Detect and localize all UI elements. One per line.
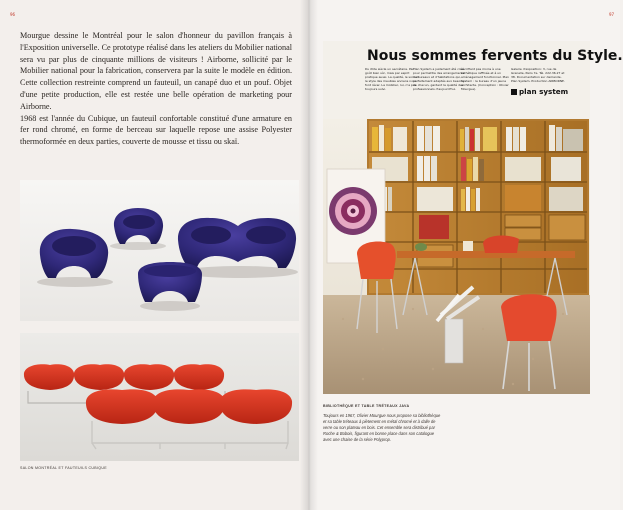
right-page xyxy=(309,0,623,510)
paragraph-1: Mourgue dessine le Montréal pour le salon d'honneur du pavillon français à l'Exposition universelle. Ce prototype réalisé dans les ateliers du Mobilier national sera vu par plus de cinquante millions de visiteurs ! Airborne, sollicité par le Mobilier national pour la fabrication, conservera par la suite le modèle en édition. Cette collection restreinte comprend un fauteuil, un canapé duo et un pouf. Objet d'une petite production, elle est restée une belle opération de marketing pour Airborne. xyxy=(20,31,292,111)
ad-column-4: Galerie d'exposition: 3, rue de Grenelle, Paris 7e. Tél. 222.36.27 et 38. Documentation sur demande. Plan System. Production AIRBORNE. xyxy=(511,67,565,84)
page-number-left: 96 xyxy=(10,12,16,17)
paragraph-2: 1968 est l'année du Cubique, un fauteuil confortable constitué d'une armature en fer rond chromé, en forme de berceau sur laquelle repose une assise Polyester thermoformée en deux parties, couverte de mousse et tissu ou skaï. xyxy=(20,113,292,147)
ad-column-3: sacrifiant pas moins à une esthétique raffinée et à un aménagement fonctionnel. Plan System : le bureau d'un jeune architecte. (Conception : Olivier Mourgue). xyxy=(461,67,509,92)
photo-salon-montreal xyxy=(20,180,299,321)
photo-fauteuils-cubique xyxy=(20,333,299,461)
caption-right-title: BIBLIOTHÈQUE ET TABLE TRÉTEAUX JAVA xyxy=(323,404,410,408)
ad-column-2: Plan System a justement été créé pour permettre des arrangements de bureaux et d'habitations qui, parfaitement adaptés aux besoins de chacun, gardent la qualité des professionnels d'aujourd'hui. xyxy=(413,67,465,92)
bibliotheque-table-illustration xyxy=(323,119,590,394)
office-scene-illustration xyxy=(323,119,590,394)
body-text xyxy=(20,30,292,148)
brand-name: plan system xyxy=(519,87,569,96)
caption-left: SALON MONTRÉAL ET FAUTEUILS CUBIQUE xyxy=(20,466,107,470)
left-page xyxy=(0,0,309,510)
ad-headline: Nous sommes fervents du Style. xyxy=(367,48,623,64)
fauteuils-cubique-illustration xyxy=(20,333,299,461)
salon-montreal-illustration xyxy=(20,180,299,321)
caption-right-body: Toujours en 1967, Olivier Mourgue nous propose sa bibliothèque et sa table tréteaux à piètement en métal chromé et à dalle de verre ou son plateau en bois. Cet ensemble sera distribué par Roche & Bobois, figurant en bonne place dans son catalogue avec une chaise de la série Polyprop. xyxy=(323,413,441,442)
book-gutter xyxy=(300,0,318,510)
brand-logo xyxy=(511,87,568,96)
ad-column-1: Du XIXe siècle un secrétaire. Par goût bien sûr, mais par esprit pratique aussi. La qualité, le soin et le style des meubles anciens nous font rêver. La mobilier, lui, n'a pas toujours suivi. xyxy=(365,67,419,92)
brand-mark-icon xyxy=(511,89,517,95)
plan-system-advertisement xyxy=(323,41,623,394)
page-number-right: 97 xyxy=(609,12,615,17)
